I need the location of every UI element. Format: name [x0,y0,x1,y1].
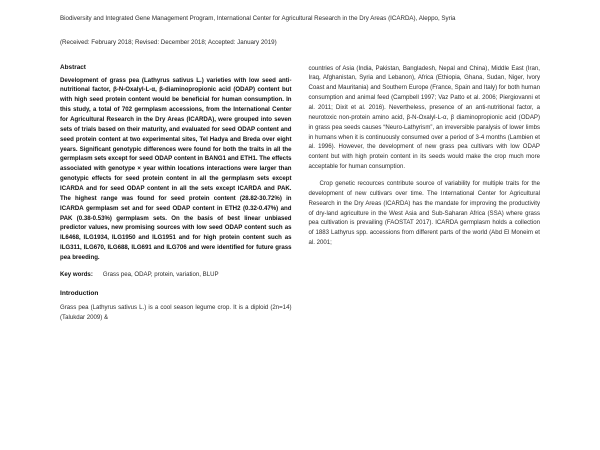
right-column-paragraph-1: countries of Asia (India, Pakistan, Bangladesh, Nepal and China), Middle East (Iran, Iraq, Afghanistan, Syria and Lebanon), Africa (Ethiopia, Ghana, Sudan, Niger, Ivory Coast and Mauritania) and Southern Europe (France, Spain and Italy) for both human consumption and animal feed (Campbell 1997; Vaz Patto et al. 2006; Piergiovanni et al. 2011; Dixit et al. 2016). Nevertheless, presence of an anti-nutritional factor, a neurotoxic non-protein amino acid, β-N-Oxalyl-L-α, β diaminopropionic acid (ODAP) in grass pea seeds causes “Neuro-Lathyrism”, an irreversible paralysis of lower limbs in humans when it is continuously consumed over a period of 3-4 months (Lambien et al. 1996). However, the development of new grass pea cultivars with low ODAP content but with high protein content in its seeds would make the crop much more acceptable for human consumption. [308,64,540,171]
keywords-label: Key words: [60,270,93,278]
introduction-heading: Introduction [60,289,99,297]
received-revised-accepted-line: (Received: February 2018; Revised: December 2018; Accepted: January 2019) [60,38,277,46]
introduction-body: Grass pea (Lathyrus sativus L.) is a cool season legume crop. It is a diploid (2n=14) (Talukdar 2009) & [60,303,292,321]
left-column [60,64,292,330]
affiliation-line: Biodiversity and Integrated Gene Management Program, International Center for Agricultural Research in the Dry Areas (ICARDA), Aleppo, Syria [60,15,456,22]
keywords-values: Grass pea, ODAP, protein, variation, BLUP [102,270,219,278]
abstract-body: Development of grass pea (Lathyrus sativus L.) varieties with low seed anti-nutritional factor, β-N-Oxalyl-L-α, β-diaminopropionic acid (ODAP) content but with high seed protein content would be beneficial for human consumption. In this study, a total of 702 germplasm accessions, from the International Center for Agricultural Research in the Dry Areas (ICARDA), were grouped into seven sets of trials based on their maturity, and evaluated for seed ODAP content and seed protein content at two experimental sites, Tel Hadya and Breda over eight years. Significant genotypic differences were found for both the traits in all the germplasm sets except for seed ODAP content in BANG1 and ETH1. The effects associated with genotype × year within locations interactions were larger than genotypic effects for seed protein content in all the germplasm sets except ICARDA and for seed ODAP content in all the sets except ICARDA and PAK. The highest range was found for seed protein content (28.82-30.72%) in ICARDA germplasm set and for seed ODAP content in ETH2 (0.32-0.47%) and PAK (0.38-0.53%) germplasm sets. On the basis of best linear unbiased predictor values, new promising sources with low seed ODAP content such as IL6468, ILG1934, ILG1950 and ILG1951 and for high protein content such as ILG311, ILG670, ILG688, ILG691 and ILG706 and were identified for future grass pea breeding. [60,76,292,262]
abstract-heading: Abstract [60,63,86,71]
right-column-paragraph-2: Crop genetic recources contribute source of variability for multiple traits for the development of new cultivars over time. The International Center for Agricultural Research in the Dry Areas (ICARDA) has the mandate for improving the productivity of dry-land agriculture in the West Asia and Sub-Saharan Africa (SSA) where grass pea cultivation is prevailing (FAOSTAT 2017). ICARDA germplasm holds a collection of 1883 Lathyrus spp. accessions from different parts of the world (Abd El Moneim et al. 2001; [308,180,540,247]
right-column [309,64,541,330]
keywords-row [60,270,292,280]
two-column-body [60,64,540,330]
